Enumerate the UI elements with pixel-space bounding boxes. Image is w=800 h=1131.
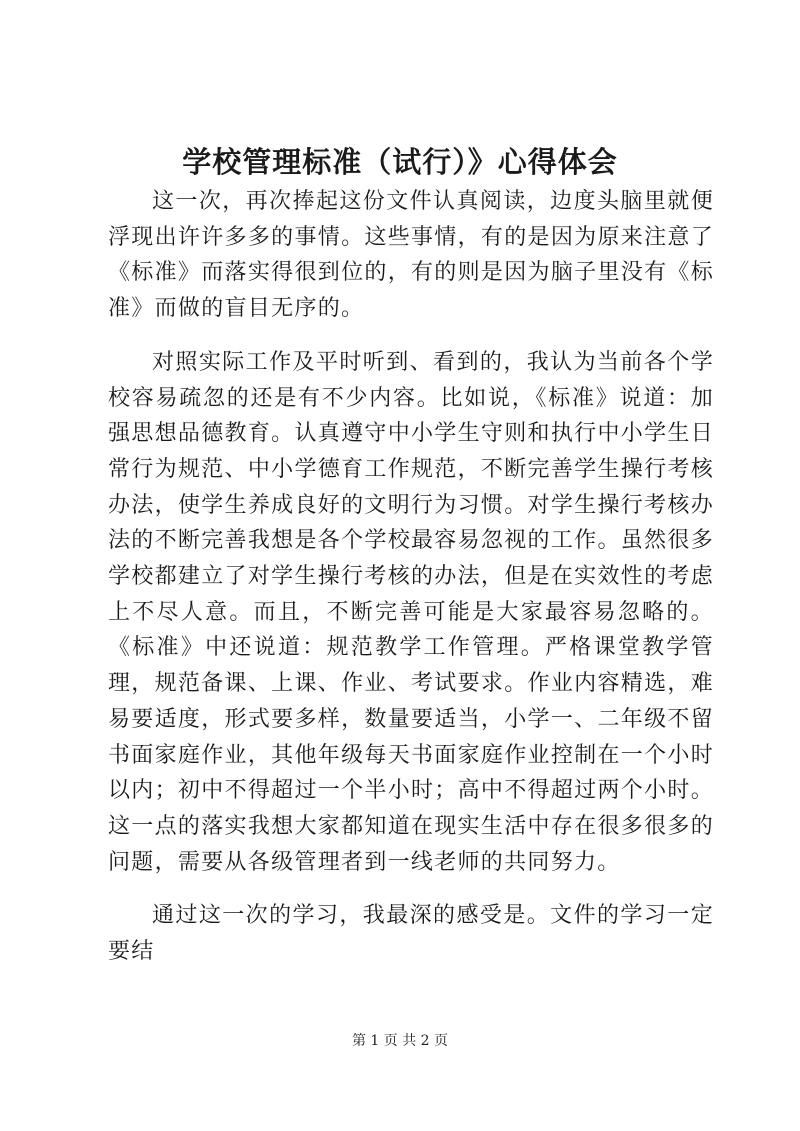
paragraph-1: 这一次，再次捧起这份文件认真阅读，边度头脑里就便浮现出许许多多的事情。这些事情，有的是因为原来注意了《标准》而落实得很到位的，有的则是因为脑子里没有《标准》而做的盲目无序的。 <box>108 189 714 322</box>
page-number-label: 第 1 页 共 2 页 <box>351 1033 449 1049</box>
paragraph-3: 通过这一次的学习，我最深的感受是。文件的学习一定要结 <box>108 903 714 965</box>
page-footer <box>0 1031 800 1051</box>
paragraph-2: 对照实际工作及平时听到、看到的，我认为当前各个学校容易疏忽的还是有不少内容。比如说，《标准》说道：加强思想品德教育。认真遵守中小学生守则和执行中小学生日常行为规范、中小学德育工作规范，不断完善学生操行考核办法，使学生养成良好的文明行为习惯。对学生操行考核办法的不断完善我想是各个学校最容易忽视的工作。虽然很多学校都建立了对学生操行考核的办法，但是在实效性的考虑上不尽人意。而且，不断完善可能是大家最容易忽略的。《标准》中还说道：规范教学工作管理。严格课堂教学管理，规范备课、上课、作业、考试要求。作业内容精选，难易要适度，形式要多样，数量要适当，小学一、二年级不留书面家庭作业，其他年级每天书面家庭作业控制在一个小时以内；初中不得超过一个半小时；高中不得超过两个小时。这一点的落实我想大家都知道在现实生活中存在很多很多的问题，需要从各级管理者到一线老师的共同努力。 <box>108 349 714 875</box>
document-title: 学校管理标准（试行）》心得体会 <box>182 145 618 179</box>
document-body <box>108 184 714 988</box>
